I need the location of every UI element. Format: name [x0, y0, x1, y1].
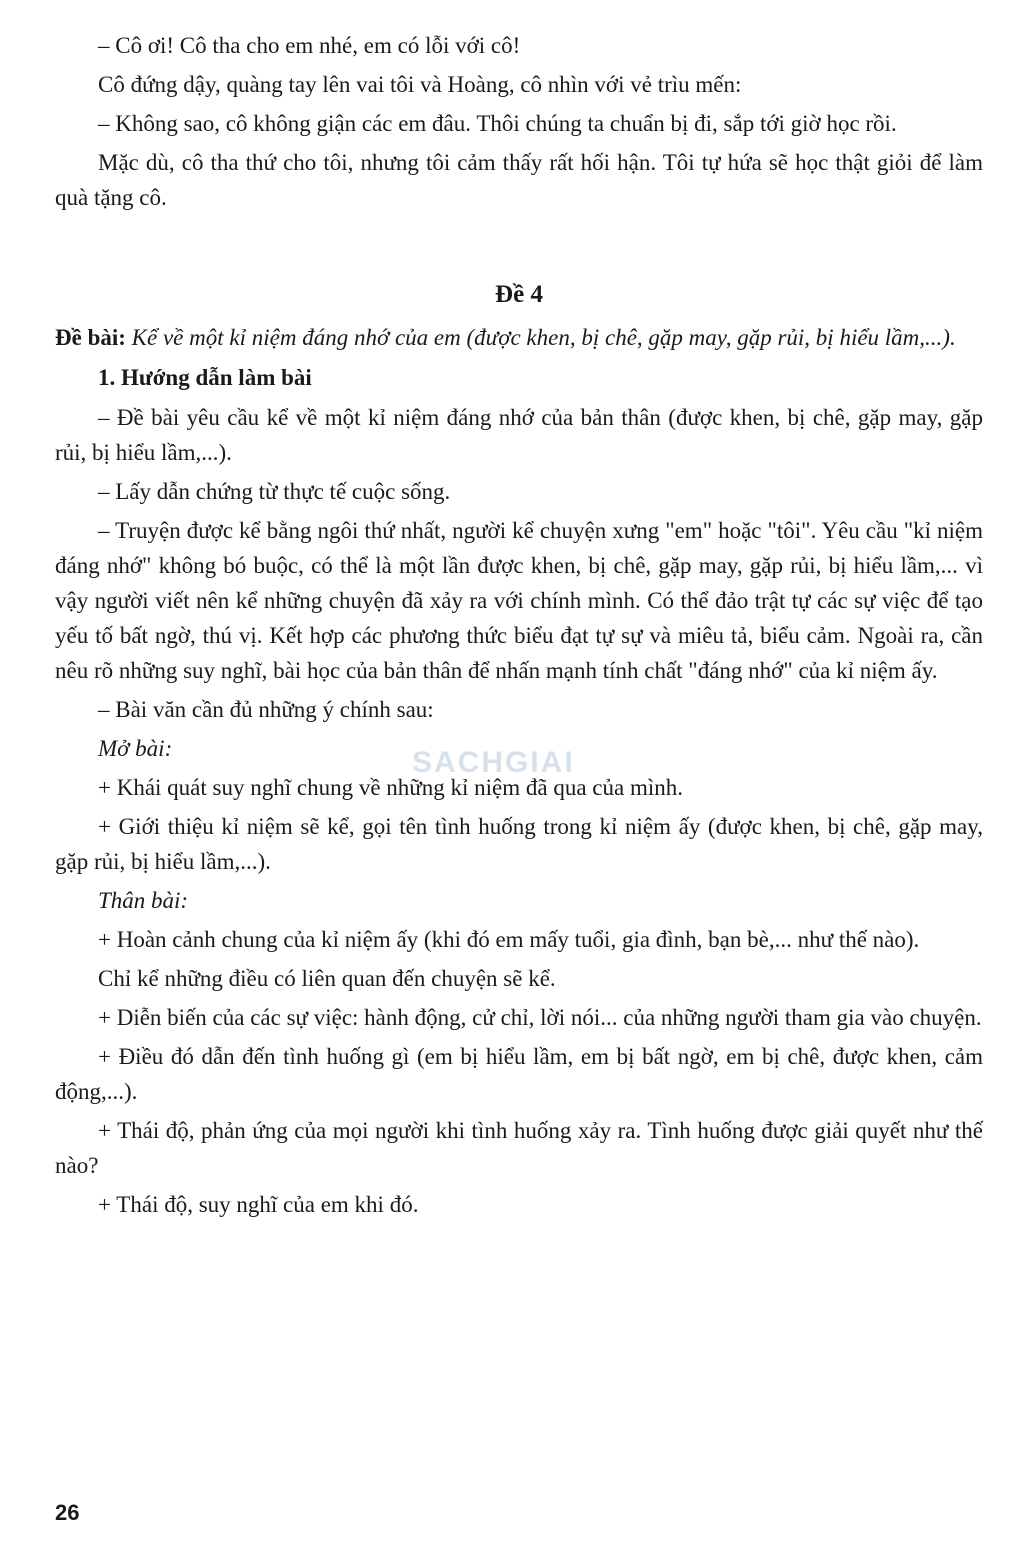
than-bai-item: + Thái độ, suy nghĩ của em khi đó. — [98, 1192, 419, 1217]
paragraph: – Cô ơi! Cô tha cho em nhé, em có lỗi với cô! — [98, 33, 521, 58]
guide-item: – Truyện được kể bằng ngôi thứ nhất, người kể chuyện xưng "em" hoặc "tôi". Yêu cầu "kỉ niệm đáng nhớ" không bó buộc, có thể là một lần được khen, bị chê, gặp may, gặp rủi, bị hiểu lầm,... vì vậy người viết nên kể những chuyện đã xảy ra với chính mình. Có thể đảo trật tự các sự việc để tạo yếu tố bất ngờ, thú vị. Kết hợp các phương thức biểu đạt tự sự và miêu tả, biểu cảm. Ngoài ra, cần nêu rõ những suy nghĩ, bài học của bản thân để nhấn mạnh tính chất "đáng nhớ" của kỉ niệm ấy. — [55, 518, 983, 683]
section-title: 1. Hướng dẫn làm bài — [98, 365, 312, 390]
than-bai-item: + Thái độ, phản ứng của mọi người khi tình huống xảy ra. Tình huống được giải quyết như thế nào? — [55, 1118, 983, 1178]
de-bai — [55, 321, 983, 354]
than-bai-item: + Diễn biến của các sự việc: hành động, cử chỉ, lời nói... của những người tham gia vào chuyện. — [98, 1005, 982, 1030]
than-bai-item: + Điều đó dẫn đến tình huống gì (em bị hiểu lầm, em bị bất ngờ, em bị chê, được khen, cảm động,...). — [55, 1044, 983, 1104]
paragraph: Cô đứng dậy, quàng tay lên vai tôi và Hoàng, cô nhìn với vẻ trìu mến: — [98, 72, 742, 97]
exercise-heading: Đề 4 — [495, 281, 543, 308]
paragraph: – Không sao, cô không giận các em đâu. Thôi chúng ta chuẩn bị đi, sắp tới giờ học rồi. — [98, 111, 897, 136]
de-bai-label: Đề bài: — [55, 325, 126, 350]
guide-item: – Lấy dẫn chứng từ thực tế cuộc sống. — [98, 479, 451, 504]
mo-bai-label: Mở bài: — [98, 736, 173, 761]
than-bai-item: + Hoàn cảnh chung của kỉ niệm ấy (khi đó em mấy tuổi, gia đình, bạn bè,... như thế nào). — [98, 927, 920, 952]
paragraph: Mặc dù, cô tha thứ cho tôi, nhưng tôi cảm thấy rất hối hận. Tôi tự hứa sẽ học thật giỏi để làm quà tặng cô. — [55, 150, 983, 210]
guide-item: – Bài văn cần đủ những ý chính sau: — [98, 697, 434, 722]
mo-bai-item: + Khái quát suy nghĩ chung về những kỉ niệm đã qua của mình. — [98, 775, 683, 800]
page-number: 26 — [55, 1500, 80, 1525]
de-bai-text: Kể về một kỉ niệm đáng nhớ của em (được khen, bị chê, gặp may, gặp rủi, bị hiểu lầm,...). — [131, 325, 956, 350]
watermark-logo: SACHGIAI — [412, 746, 575, 779]
mo-bai-item: + Giới thiệu kỉ niệm sẽ kể, gọi tên tình huống trong kỉ niệm ấy (được khen, bị chê, gặp may, gặp rủi, bị hiểu lầm,...). — [55, 814, 983, 874]
page-content — [55, 28, 983, 1226]
than-bai-label: Thân bài: — [98, 888, 189, 913]
guide-item: – Đề bài yêu cầu kể về một kỉ niệm đáng nhớ của bản thân (được khen, bị chê, gặp may, gặp rủi, bị hiểu lầm,...). — [55, 405, 983, 465]
than-bai-item: Chỉ kể những điều có liên quan đến chuyện sẽ kể. — [98, 966, 556, 991]
